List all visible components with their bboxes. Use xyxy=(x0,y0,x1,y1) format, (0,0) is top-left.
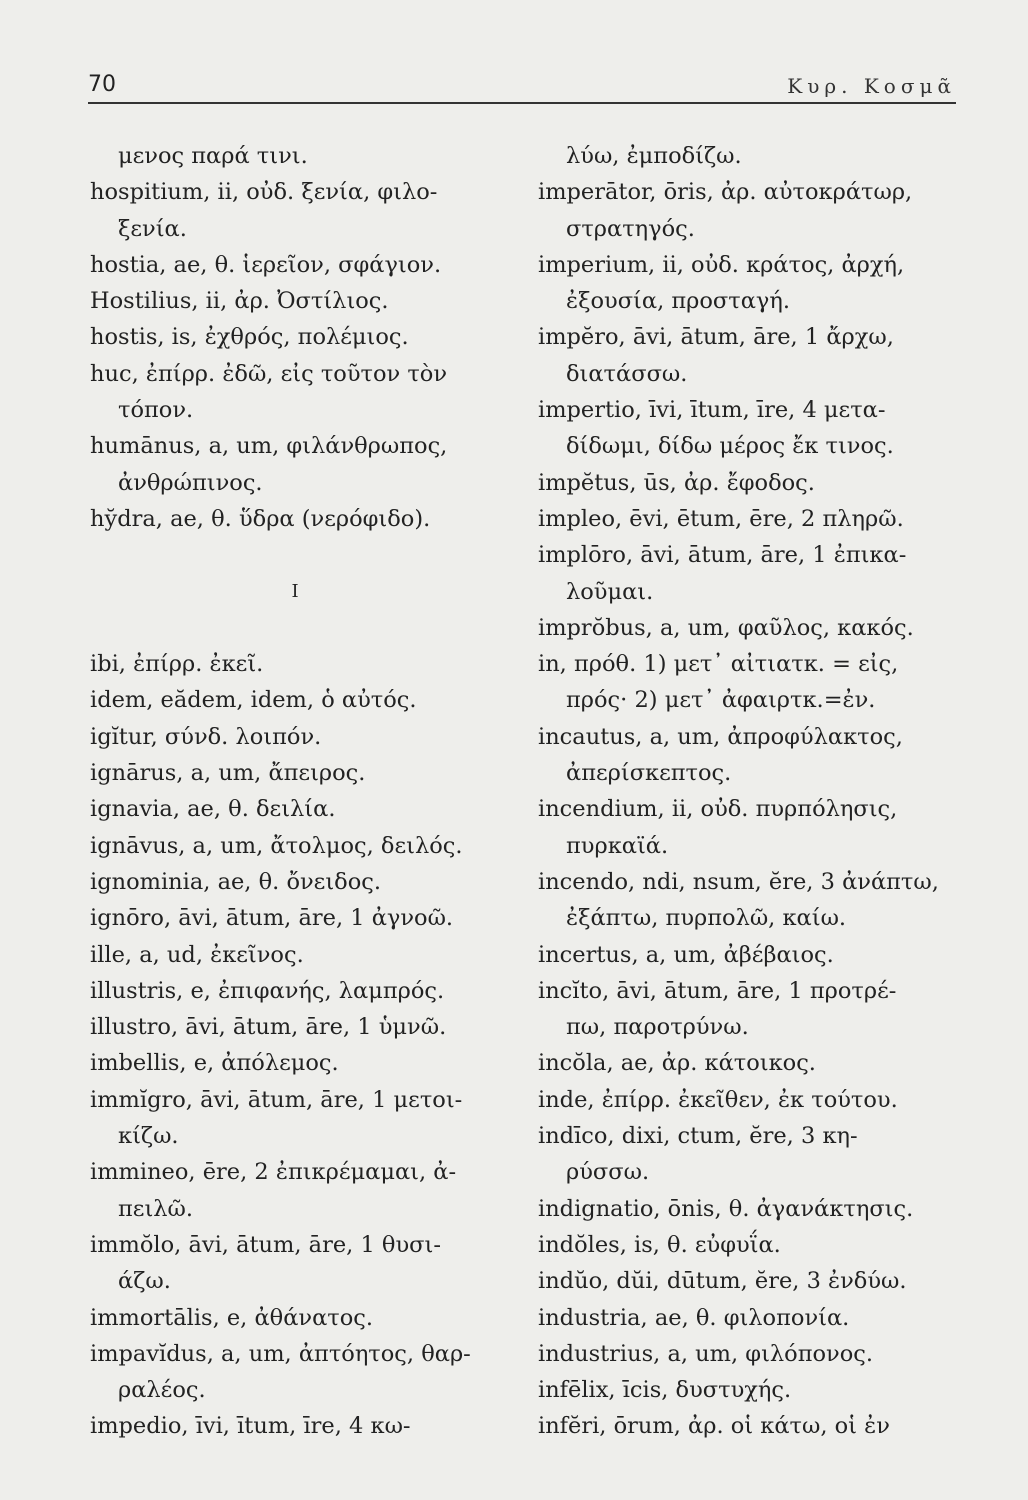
entry-line: πυρκαϊά. xyxy=(566,832,669,859)
entry-line: implōro, āvi, ātum, āre, 1 ἐπικα- xyxy=(538,542,907,569)
entry-line: infĕri, ōrum, ἀρ. οἱ κάτω, οἱ ἐν xyxy=(538,1413,890,1440)
entry-line: impertio, īvi, ītum, īre, 4 μετα- xyxy=(538,397,886,424)
entry-line: πρός· 2) μετ᾽ ἀφαιρτκ.=ἐν. xyxy=(566,687,876,714)
entry-line: διατάσσω. xyxy=(566,360,688,387)
entry-line: πειλῶ. xyxy=(118,1195,194,1222)
entry-line: στρατηγός. xyxy=(566,215,695,242)
entry-line: hospitium, ii, οὐδ. ξενία, φιλο- xyxy=(90,179,438,206)
entry-line: impĕtus, ūs, ἀρ. ἔφοδος. xyxy=(538,469,815,496)
entry-line: ille, a, ud, ἐκεῖνος. xyxy=(90,941,304,968)
entry-line: ibi, ἐπίρρ. ἐκεῖ. xyxy=(90,651,264,678)
entry-line: indŏles, is, θ. εὐφυΐα. xyxy=(538,1231,781,1258)
entry-line: impleo, ēvi, ētum, ēre, 2 πληρῶ. xyxy=(538,505,904,532)
entry-line: indignatio, ōnis, θ. ἀγανάκτησις. xyxy=(538,1195,914,1222)
page-header xyxy=(88,70,956,104)
entry-line: incendium, ii, οὐδ. πυρπόλησις, xyxy=(538,796,898,823)
entry-line: illustro, āvi, ātum, āre, 1 ὑμνῶ. xyxy=(90,1014,447,1041)
entry-line: Hostilius, ii, ἀρ. Ὀστίλιος. xyxy=(90,288,389,315)
entry-line: ignōro, āvi, ātum, āre, 1 ἀγνοῶ. xyxy=(90,905,454,932)
entry-line: λύω, ἐμποδίζω. xyxy=(566,143,742,169)
entry-line: ξενία. xyxy=(118,215,187,242)
entry-line: ἐξουσία, προσταγή. xyxy=(566,288,791,315)
entry-line: κίζω. xyxy=(118,1123,179,1150)
entry-line: indŭo, dŭi, dūtum, ĕre, 3 ἐνδύω. xyxy=(538,1268,907,1295)
left-column xyxy=(90,138,510,1445)
entry-line: ρύσσω. xyxy=(566,1159,650,1186)
entry-line: μενος παρά τινι. xyxy=(118,143,308,169)
page-number: 70 xyxy=(88,72,116,97)
entry-line: incĭto, āvi, ātum, āre, 1 προτρέ- xyxy=(538,977,897,1004)
entry-line: incŏla, ae, ἀρ. κάτοικος. xyxy=(538,1050,816,1077)
blank-line xyxy=(90,610,510,646)
entry-line: τόπον. xyxy=(118,397,194,424)
entry-line: hy̆dra, ae, θ. ὕδρα (νερόφιδο). xyxy=(90,505,431,532)
entry-line: immineo, ēre, 2 ἐπικρέμαμαι, ἀ- xyxy=(90,1159,457,1186)
entry-line: indīco, dixi, ctum, ĕre, 3 κη- xyxy=(538,1123,858,1150)
entry-line: hostis, is, ἐχθρός, πολέμιος. xyxy=(90,324,409,351)
entry-line: humānus, a, um, φιλάνθρωπος, xyxy=(90,433,448,460)
entry-line: ignavia, ae, θ. δειλία. xyxy=(90,796,336,823)
running-head: Κυρ. Κοσμᾶ xyxy=(787,74,956,98)
entry-line: ἀνθρώπινος. xyxy=(118,469,263,496)
entry-line: infēlix, īcis, δυστυχής. xyxy=(538,1377,792,1404)
entry-line: ignominia, ae, θ. ὄνειδος. xyxy=(90,868,382,895)
entry-line: immĭgro, āvi, ātum, āre, 1 μετοι- xyxy=(90,1086,463,1113)
right-column xyxy=(538,138,958,1445)
entry-line: ignārus, a, um, ἄπειρος. xyxy=(90,760,366,787)
blank-line xyxy=(90,537,510,573)
entry-line: immŏlo, āvi, ātum, āre, 1 θυσι- xyxy=(90,1231,441,1258)
entry-line: industrius, a, um, φιλόπονος. xyxy=(538,1340,874,1367)
entry-line: imperium, ii, οὐδ. κράτος, ἀρχή, xyxy=(538,251,905,278)
entry-line: λοῦμαι. xyxy=(566,578,654,605)
entry-line: in, πρόθ. 1) μετ᾽ αἰτιατκ. = εἰς, xyxy=(538,651,899,678)
entry-line: ignāvus, a, um, ἄτολμος, δειλός. xyxy=(90,832,463,859)
entry-line: illustris, e, ἐπιφανής, λαμπρός. xyxy=(90,977,445,1004)
entry-line: άζω. xyxy=(118,1268,171,1295)
entry-line: igĭtur, σύνδ. λοιπόν. xyxy=(90,723,322,750)
entry-line: πω, παροτρύνω. xyxy=(566,1014,749,1041)
entry-line: impedio, īvi, ītum, īre, 4 κω- xyxy=(90,1413,411,1440)
entry-line: industria, ae, θ. φιλοπονία. xyxy=(538,1304,850,1331)
entry-line: inde, ἐπίρρ. ἐκεῖθεν, ἐκ τούτου. xyxy=(538,1086,898,1113)
entry-line: immortālis, e, ἀθάνατος. xyxy=(90,1304,374,1331)
entry-line: imbellis, e, ἀπόλεμος. xyxy=(90,1050,339,1077)
entry-line: impavĭdus, a, um, ἀπτόητος, θαρ- xyxy=(90,1340,471,1367)
entry-line: incendo, ndi, nsum, ĕre, 3 ἀνάπτω, xyxy=(538,868,939,895)
entry-line: impĕro, āvi, ātum, āre, 1 ἄρχω, xyxy=(538,324,894,351)
entry-line: idem, eădem, idem, ὁ αὐτός. xyxy=(90,687,417,714)
entry-line: incertus, a, um, ἀβέβαιος. xyxy=(538,941,834,968)
section-letter: I xyxy=(291,580,299,602)
entry-line: δίδωμι, δίδω μέρος ἔκ τινος. xyxy=(566,433,894,460)
entry-line: imprŏbus, a, um, φαῦλος, κακός. xyxy=(538,614,914,641)
entry-line: hostia, ae, θ. ἱερεῖον, σφάγιον. xyxy=(90,251,442,278)
entry-line: ἀπερίσκεπτος. xyxy=(566,760,732,787)
entry-line: incautus, a, um, ἀπροφύλακτος, xyxy=(538,723,903,750)
entry-line: imperātor, ōris, ἀρ. αὐτοκράτωρ, xyxy=(538,179,913,206)
entry-line: huc, ἐπίρρ. ἐδῶ, εἰς τοῦτον τὸν xyxy=(90,360,448,387)
entry-line: ἐξάπτω, πυρπολῶ, καίω. xyxy=(566,905,847,932)
entry-line: ραλέος. xyxy=(118,1377,206,1404)
